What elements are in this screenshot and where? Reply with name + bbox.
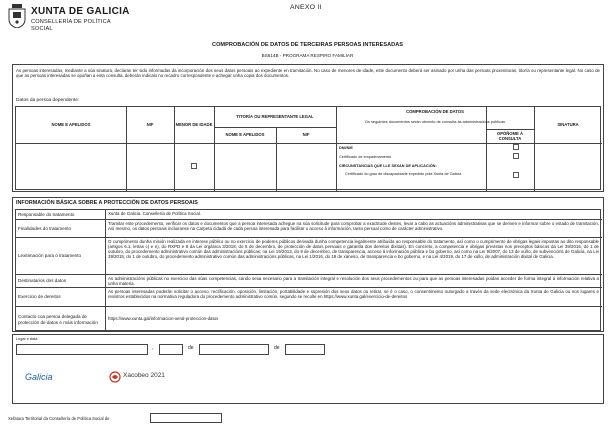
intro-text: As persoas interesadas, mediante a súa sinatura, declaran ter sido informadas da incorporación dos seus datos persoais ao expediente en tramitación. No caso de menores de idade, este documento deberá ser asinado por unha das persoas proxenitoras, titor/a ou representante legal. No caso de que as persoas interesadas se opoñan a esta consulta, deberán indicalo no recadro correspondente e achegar unha copia dos documentos. <box>16 68 600 79</box>
data-protection-section <box>12 197 604 332</box>
row-value: Tramitar este procedemento, verificar os datos e documentos que a persoa interesada achegue na súa solicitude para comprobar a exactitude destes, levar a cabo as actuacións administrativas que se deriven e informar sobre o estado de tramitación. Así mesmo, os datos persoais incluiranse na Carpeta cidadá de cada persoa interesada para facilitar o acceso á información, tanto persoal como de carácter administrativo. <box>108 221 599 232</box>
document-code: BS614B - PROGRAMA RESPIRO FAMILIAR <box>261 53 354 58</box>
doc-item-census: Certificado de empadroamento <box>339 155 392 159</box>
org-name: XUNTA DE GALICIA <box>31 6 130 17</box>
row-label: Lexitimación para o tratamento <box>18 253 82 259</box>
place-input[interactable] <box>16 344 148 355</box>
document-title: COMPROBACIÓN DE DATOS DE TERCEIRAS PERSOAS INTERESADAS <box>212 42 403 48</box>
col-check-subtitle: Os seguintes documentos serán obxecto de consulta ás administracións públicas <box>364 118 506 124</box>
of-separator-1: de <box>188 345 194 351</box>
table-row <box>16 210 602 219</box>
place-date-section <box>12 334 604 368</box>
consent-section <box>12 64 604 192</box>
col-minor-header: MENOR DE IDADE <box>175 122 213 128</box>
row-label: Exercicio de dereitos <box>18 294 61 300</box>
xacobeo-icon <box>109 371 121 383</box>
doc-item-disability: Certificado do grao de discapacidade expedido pola Xunta de Galicia <box>345 172 462 176</box>
table-row <box>16 237 602 274</box>
col-name-header: NOME E APELIDOS <box>51 122 91 128</box>
xunta-logo <box>7 4 167 38</box>
of-separator-2: de <box>274 345 280 351</box>
doc-item-circumstances: CIRCUNSTANCIAS QUE LLE SEXAN DE APLICACIÓN: <box>339 164 437 168</box>
col-tutor-header: TITOR/A OU REPRESENTANTE LEGAL <box>236 114 314 120</box>
row-value: O cumprimento dunha misión realizada en interese público ou no exercicio de poderes públicos derivada dunha competencia legalmente atribuída ao responsable do tratamento, así como o cumprimento de obrigas legais impostas ao dito responsable (artigos 6.1, letras c) e e), do RXPD e 8 da Lei orgánica 3/2018, do 5 de decembro, de protección de datos persoais e garantía dos dereitos dixitais). En concreto, a competencia e obrigas previstas nos preceptos básicos da Lei 39/2015, do 1 de outubro, do procedemento administrativo común das administracións públicas; na Lei 19/2013, do 9 de decembro, de transparencia, acceso á información pública e bo goberno, así como na Lei 9/2007, do 13 de xuño, de subvencións de Galicia, na Lei 39/2015, do 1 de outubro, do procedemento administrativo común das administracións públicas, na Lei 1/2016, do 18 de xaneiro, de transparencia e bo goberno, e na Lei 4/2019, do 17 de xullo, de administración dixital de Galicia. <box>108 239 599 260</box>
xacobeo-logo: Xacobeo 2021 <box>123 372 165 379</box>
data-protection-title: INFORMACIÓN BÁSICA SOBRE A PROTECCIÓN DE DATOS PERSOAIS <box>16 200 198 206</box>
month-input[interactable] <box>199 344 269 355</box>
year-input[interactable] <box>285 344 325 355</box>
dependent-table <box>15 106 601 190</box>
org-department: CONSELLERÍA DE POLÍTICA SOCIAL <box>31 19 111 32</box>
xefatura-input[interactable] <box>150 413 222 423</box>
doc-item-dni: DNI/NIE <box>339 146 353 150</box>
oppose-dni-checkbox[interactable] <box>513 144 519 150</box>
row-label: Contacto coa persoa delegada de protección de datos e máis información <box>18 314 98 325</box>
col-oppose-header: OPÓÑOME Á CONSULTA <box>496 130 524 141</box>
minor-checkbox[interactable] <box>191 163 197 169</box>
row-value: As persoas interesadas poderán solicitar o acceso, rectificación, oposición, limitación, portabilidade e supresión dos seus datos ou retirar, se é o caso, o consentimento outorgado a través da sede electrónica da Xunta de Galicia ou nos lugares e rexistros establecidos na normativa reguladora do procedemento administrativo común, segundo se recolle en https://www.xunta.gal/exercicio-de-dereitos <box>108 289 599 300</box>
row-value: Xunta de Galicia. Consellería de Política Social. <box>108 211 201 216</box>
table-row <box>16 287 602 306</box>
oppose-disability-checkbox[interactable] <box>513 172 519 178</box>
comma-separator: , <box>152 345 154 351</box>
row-value: https://www.xunta.gal/informacion-xeral-proteccion-datos <box>108 316 219 321</box>
row-label: Responsable do tratamento <box>18 211 75 217</box>
place-date-label: Lugar e data <box>16 337 38 341</box>
galicia-logo: Galicia <box>25 372 53 382</box>
data-protection-table <box>15 209 601 331</box>
xefatura-label: Xefatura Territorial da Consellería de Política Social de <box>8 416 110 421</box>
coat-of-arms-icon <box>7 4 27 28</box>
col-nif-header: NIF <box>146 122 154 128</box>
row-value: As administracións públicas no exercicio das súas competencias, cando sexa necesario para a tramitación integral e resolución dos seus procedementos ou para que as persoas interesadas poidan acceder de forma integral á información relativa a unha materia. <box>108 276 599 287</box>
dependent-label: Datos da persoa dependente: <box>16 98 80 103</box>
day-input[interactable] <box>159 344 183 355</box>
col-check-header: COMPROBACIÓN DE DATOS <box>406 108 464 114</box>
col-sign-header: SINATURA <box>557 122 579 128</box>
annex-label: ANEXO II <box>290 4 322 11</box>
oppose-census-checkbox[interactable] <box>513 153 519 159</box>
table-row <box>16 274 602 287</box>
col-tutor-name-header: NOME E APELIDOS <box>225 132 265 138</box>
table-row <box>16 306 602 332</box>
col-tutor-nif-header: NIF <box>302 132 310 138</box>
row-label: Finalidades do tratamento <box>18 225 72 231</box>
footer-logos <box>12 368 604 404</box>
row-label: Destinatarios dos datos <box>18 278 67 284</box>
table-row <box>16 219 602 237</box>
